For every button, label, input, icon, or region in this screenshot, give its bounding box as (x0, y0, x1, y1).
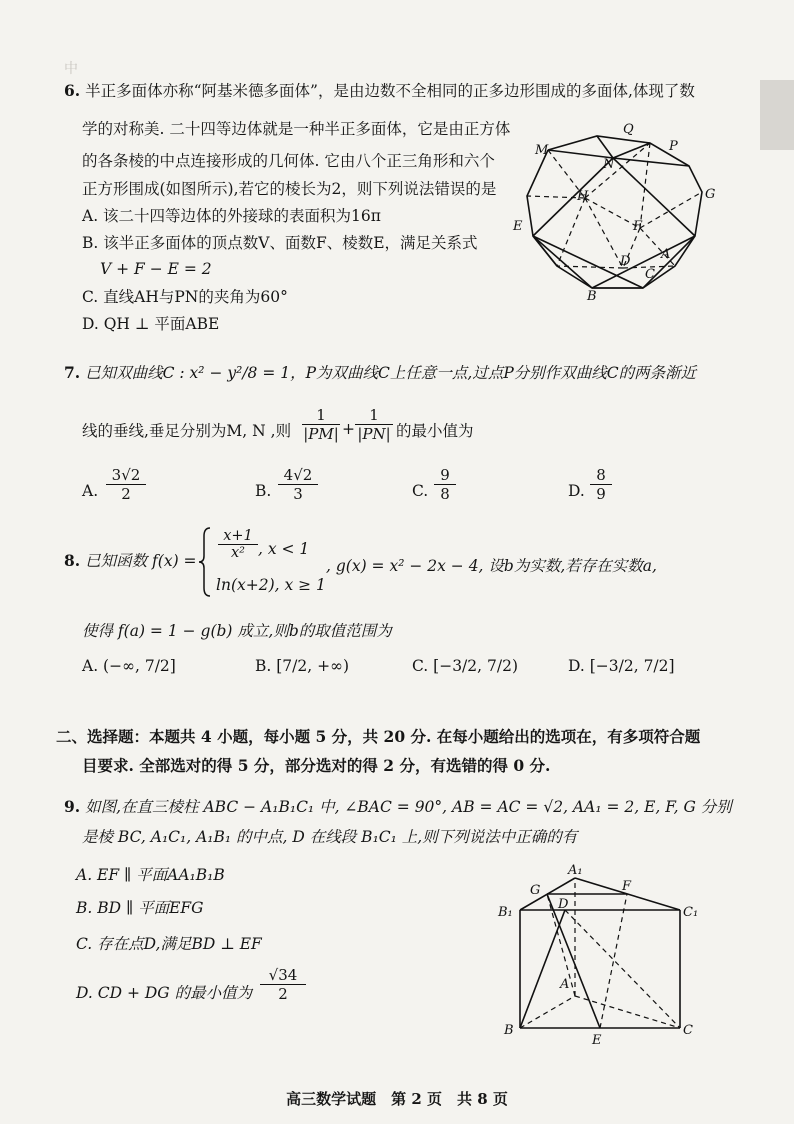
q9-option-d: D. CD + DG 的最小值为 (76, 984, 253, 1002)
q8-option-b: B. [7/2, +∞) (255, 657, 350, 675)
label-G: G (530, 883, 541, 898)
q7-option-a-value: 3√2 2 (106, 466, 146, 503)
q8-line2: 使得 f(a) = 1 − g(b) 成立,则b的取值范围为 (82, 622, 392, 640)
polyhedron-figure (505, 118, 725, 308)
q8-option-a: A. (−∞, 7/2] (82, 657, 176, 675)
q6-option-d: D. QH ⊥ 平面ABE (82, 315, 220, 333)
label-Q: Q (623, 122, 634, 137)
scan-edge-mark (760, 80, 794, 150)
q6-line2: 学的对称美. 二十四等边体就是一种半正多面体，它是由正方体 (82, 120, 511, 138)
label-D: D (620, 254, 631, 269)
page-footer: 高三数学试题 第 2 页 共 8 页 (286, 1090, 508, 1108)
label-C: C (645, 267, 655, 282)
label-B: B (587, 289, 597, 304)
label-F: F (622, 879, 632, 894)
q7-option-c-label: C. (412, 482, 429, 500)
q7-option-d-value: 8 9 (590, 466, 612, 503)
q6-line3: 的各条棱的中点连接形成的几何体. 它由八个正三角形和六个 (82, 152, 495, 170)
q6-line1: 6. 半正多面体亦称“阿基米德多面体”，是由边数不全相同的正多边形围成的多面体,体现了数 (64, 81, 695, 100)
q6-option-b-formula: V + F − E = 2 (100, 260, 212, 278)
q9-option-a: A. EF ∥ 平面AA₁B₁B (76, 866, 225, 884)
q7-option-b-value: 4√2 3 (278, 466, 318, 503)
q6-option-b: B. 该半正多面体的顶点数V、面数F、棱数E，满足关系式 (82, 234, 478, 252)
q6-option-c: C. 直线AH与PN的夹角为60° (82, 288, 288, 306)
q8-case2: ln(x+2), x ≥ 1 (216, 576, 326, 594)
label-N: N (603, 157, 615, 172)
label-F: F (633, 219, 643, 234)
label-E: E (513, 219, 523, 234)
label-A1: A₁ (568, 863, 583, 878)
q9-option-b: B. BD ∥ 平面EFG (76, 899, 204, 917)
q7-option-a-label: A. (82, 482, 99, 500)
q7-frac2: 1 |PN| (355, 406, 393, 443)
q7-option-b-label: B. (255, 482, 272, 500)
prism-figure (490, 858, 705, 1048)
q8-option-c: C. [−3/2, 7/2) (412, 657, 518, 675)
label-B: B (504, 1023, 514, 1038)
q7-line2: 线的垂线,垂足分别为M, N ,则 (82, 422, 292, 440)
q6-line4: 正方形围成(如图所示),若它的棱长为2，则下列说法错误的是 (82, 180, 497, 198)
q7-plus: + (342, 420, 355, 438)
label-C1: C₁ (683, 905, 699, 920)
q6-number: 6. (64, 81, 81, 100)
section2-instructions-line1: 二、选择题：本题共 4 小题，每小题 5 分，共 20 分. 在每小题给出的选项在，有多项符合题 (56, 727, 701, 746)
q9-number: 9. (64, 797, 81, 816)
q9-option-d-value: √34 2 (260, 966, 306, 1003)
q7-number: 7. (64, 363, 81, 382)
label-E: E (592, 1033, 602, 1048)
q9-option-c: C. 存在点D,满足BD ⊥ EF (76, 935, 262, 953)
label-P: P (669, 139, 678, 154)
label-G: G (705, 187, 716, 202)
label-B1: B₁ (498, 905, 513, 920)
q7-line1: 7. 已知双曲线C : x² − y²/8 = 1，P为双曲线C上任意一点,过点P分别作双曲线C的两条渐近 (64, 363, 697, 382)
q8-line1-start: 8. 已知函数 f(x) = (64, 551, 197, 570)
label-C: C (683, 1023, 693, 1038)
q7-option-c-value: 9 8 (434, 466, 456, 503)
label-H: H (577, 189, 589, 204)
bleed-through-text: 中 (64, 61, 610, 77)
label-A: A (661, 247, 671, 262)
q8-case1-fraction: x+1 x² (218, 528, 258, 561)
q8-line1-end: , g(x) = x² − 2x − 4, 设b为实数,若存在实数a, (326, 557, 657, 575)
q8-option-d: D. [−3/2, 7/2] (568, 657, 675, 675)
label-M: M (535, 143, 549, 158)
q7-option-d-label: D. (568, 482, 585, 500)
q7-line2-end: 的最小值为 (396, 422, 474, 440)
label-A: A (560, 977, 570, 992)
q8-number: 8. (64, 551, 81, 570)
q9-line2: 是棱 BC, A₁C₁, A₁B₁ 的中点, D 在线段 B₁C₁ 上,则下列说法中正确的有 (82, 828, 578, 846)
piecewise-brace (198, 526, 212, 598)
q8-case1-cond: , x < 1 (258, 540, 310, 558)
q9-line1: 9. 如图,在直三棱柱 ABC − A₁B₁C₁ 中, ∠BAC = 90°, AB = AC = √2, AA₁ = 2, E, F, G 分别 (64, 797, 732, 816)
section2-instructions-line2: 目要求. 全部选对的得 5 分，部分选对的得 2 分，有选错的得 0 分. (82, 756, 551, 775)
q7-frac1: 1 |PM| (303, 406, 339, 443)
q6-option-a: A. 该二十四等边体的外接球的表面积为16π (82, 207, 381, 225)
label-D: D (558, 897, 569, 912)
